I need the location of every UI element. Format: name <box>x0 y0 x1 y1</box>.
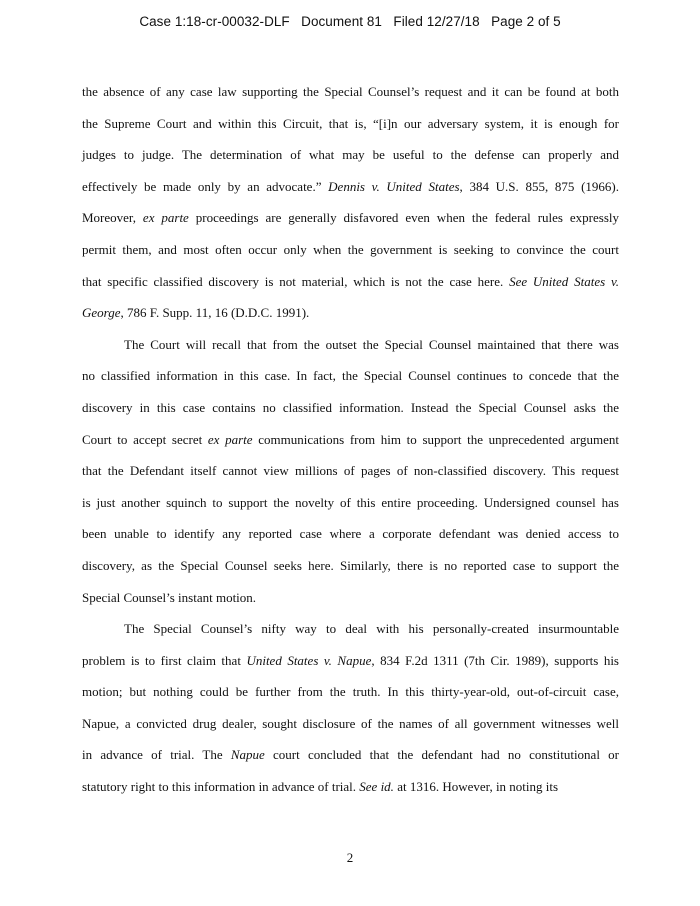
text-run: The Special Counsel’s nifty way to deal with his personally-created insurmountable <box>124 621 619 637</box>
italic-citation: Napue <box>230 747 265 763</box>
italic-citation: ex parte <box>207 431 253 447</box>
text-line <box>82 329 619 361</box>
text-run: judges to judge. The determination of what may be useful to the defense can properly and <box>82 147 619 163</box>
text-line <box>82 171 619 203</box>
italic-citation: Dennis v. United States <box>328 178 460 194</box>
text-run: that the Defendant itself cannot view millions of pages of non-classified discovery. This request <box>82 463 619 479</box>
text-run: effectively be made only by an advocate.” <box>82 178 329 194</box>
text-line <box>82 360 619 392</box>
text-run: Napue, a convicted drug dealer, sought disclosure of the names of all government witnesses well <box>82 715 619 731</box>
italic-citation: See United States v. <box>509 273 620 289</box>
text-line <box>82 424 619 456</box>
text-line <box>82 771 619 803</box>
text-line <box>82 645 619 677</box>
text-line <box>82 613 619 645</box>
text-line <box>82 202 619 234</box>
paragraph-p1 <box>82 76 619 329</box>
text-run: motion; but nothing could be further from the truth. In this thirty-year-old, out-of-circuit case, <box>82 684 619 700</box>
text-line <box>82 455 619 487</box>
text-run: court concluded that the defendant had no constitutional or <box>264 747 619 763</box>
text-run: no classified information in this case. In fact, the Special Counsel continues to concede that the <box>82 368 619 384</box>
italic-citation: ex parte <box>142 210 189 226</box>
text-line <box>82 76 619 108</box>
text-run: the Supreme Court and within this Circuit, that is, “[i]n our adversary system, it is enough for <box>82 115 619 131</box>
text-run: Special Counsel’s instant motion. <box>82 589 257 605</box>
text-line <box>82 676 619 708</box>
paragraph-p2 <box>82 329 619 613</box>
text-run: discovery in this case contains no classified information. Instead the Special Counsel asks the <box>82 399 619 415</box>
text-line <box>82 297 619 329</box>
text-run: , 834 F.2d 1311 (7th Cir. 1989), supports his <box>371 652 619 668</box>
text-line <box>82 108 619 140</box>
text-line <box>82 392 619 424</box>
text-run: statutory right to this information in advance of trial. <box>82 779 360 795</box>
text-run: been unable to identify any reported case where a corporate defendant was denied access to <box>82 526 619 542</box>
text-run: is just another squinch to support the novelty of this entire proceeding. Undersigned counsel has <box>82 494 619 510</box>
text-run: Court to accept secret <box>82 431 208 447</box>
page-indicator: Page 2 of 5 <box>491 14 561 29</box>
italic-citation: George <box>82 305 121 321</box>
page-number: 2 <box>346 850 354 865</box>
text-run: , 786 F. Supp. 11, 16 (D.D.C. 1991). <box>120 305 310 321</box>
text-run: , 384 U.S. 855, 875 (1966). <box>459 178 620 194</box>
text-line <box>82 266 619 298</box>
body-text <box>82 76 619 803</box>
text-run: the absence of any case law supporting the Special Counsel’s request and it can be found at both <box>82 84 619 99</box>
text-run: that specific classified discovery is not material, which is not the case here. <box>82 273 510 289</box>
text-run: discovery, as the Special Counsel seeks here. Similarly, there is no reported case to support the <box>82 557 619 573</box>
text-run: problem is to first claim that <box>82 652 247 668</box>
text-line <box>82 739 619 771</box>
filed-date: Filed 12/27/18 <box>393 14 480 29</box>
text-run: permit them, and most often occur only when the government is seeking to convince the court <box>82 241 619 257</box>
text-line <box>82 582 619 614</box>
text-line <box>82 234 619 266</box>
text-run: communications from him to support the unprecedented argument <box>252 431 619 447</box>
paragraph-p3 <box>82 613 619 803</box>
ecf-header <box>0 14 700 29</box>
text-run: in advance of trial. The <box>82 747 231 763</box>
text-run: proceedings are generally disfavored even when the federal rules expressly <box>188 210 619 226</box>
document-number: Document 81 <box>301 14 382 29</box>
text-run: The Court will recall that from the outset the Special Counsel maintained that there was <box>124 336 619 352</box>
text-run: at 1316. However, in noting its <box>393 779 559 795</box>
case-number: Case 1:18-cr-00032-DLF <box>139 14 290 29</box>
text-line <box>82 139 619 171</box>
text-line <box>82 518 619 550</box>
text-run: Moreover, <box>82 210 143 226</box>
text-line <box>82 708 619 740</box>
italic-citation: See id. <box>359 779 394 795</box>
text-line <box>82 550 619 582</box>
italic-citation: United States v. Napue <box>246 652 372 668</box>
text-line <box>82 487 619 519</box>
